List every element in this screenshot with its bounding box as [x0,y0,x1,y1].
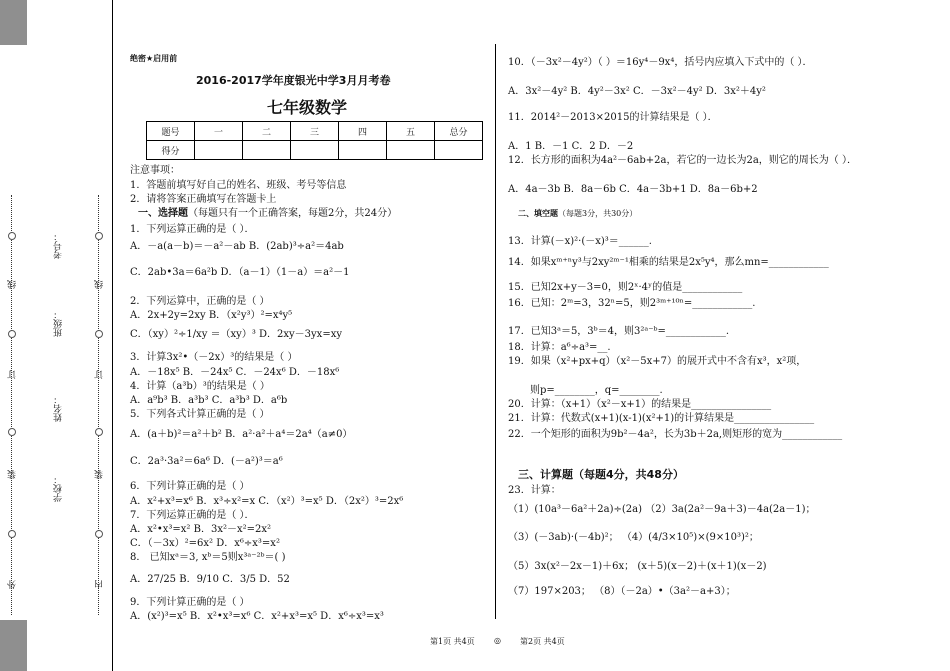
question-line: （7）197×203； （8）（－2a）•（3a²－a+3）； [508,586,736,597]
secret-mark: 绝密★启用前 [130,54,178,63]
name-label: 姓名： [54,395,64,422]
question-line: 11．2014²－2013×2015的计算结果是（ ）． [508,112,718,123]
question-line: 5．下列各式计算正确的是（ ） [130,409,270,420]
binding-hole [8,530,16,538]
question-line: A．(x²)³=x⁵ B．x²•x³=x⁶ C．x²+x³=x⁵ D．x⁶÷x³=x³ [130,611,384,622]
section3-title: 三、计算题（每题4分，共48分） [518,468,684,481]
score-table-header: 题号 [147,122,195,141]
score-table-header: 五 [387,122,435,141]
binding-hole [95,428,103,436]
exam-title: 2016-2017学年度银光中学3月月考卷 [196,74,391,87]
gutter-mark-outer: 装 [8,470,18,479]
question-line: A．4a－3b B．8a－6b C．4a－3b+1 D．8a－6b+2 [508,184,758,195]
question-line: 2．下列运算中，正确的是（ ） [130,296,270,307]
page-number-right: 第2页 共4页 [520,637,565,646]
question-line: 21．计算：代数式(x+1)(x-1)(x²+1)的计算结果是________________ [508,413,815,424]
binding-gutter [0,0,113,671]
gutter-mark-outer: 外 [8,580,18,589]
section1-desc: （每题只有一个正确答案，每题2分，共24分） [188,208,398,219]
binding-hole [8,330,16,338]
question-line: A．(a＋b)²＝a²＋b² B．a²·a²＋a⁴＝2a⁴（a≠0） [130,429,353,440]
gutter-mark-inner: 内 [95,580,105,589]
section1-title: 一、选择题 [138,208,188,219]
question-line: 则p=________，q=________. [530,385,663,396]
section2-title: 二、填空题 [518,209,558,218]
gutter-mark-inner: 装 [95,470,105,479]
notes-title: 注意事项： [130,165,180,176]
question-line: 16．已知：2ᵐ=3，32ⁿ=5，则2³ᵐ⁺¹⁰ⁿ=____________. [508,298,756,309]
gutter-mark-inner: 订 [95,370,105,379]
binding-hole [95,530,103,538]
score-row-label: 得分 [147,141,195,160]
question-line: 4．计算（a³b）³的结果是（ ） [130,381,270,392]
gutter-dotted-line-outer [11,195,12,615]
question-line: A．1 B．－1 C．2 D．－2 [508,141,634,152]
score-table-row [147,141,483,160]
gutter-mark-inner: 线 [95,280,105,289]
score-table-header: 三 [291,122,339,141]
score-cell[interactable] [387,141,435,160]
question-line: A．x²•x³=x² B．3x²－x²=2x² [130,524,272,535]
score-cell[interactable] [435,141,483,160]
question-line: C．2ab•3a＝6a²b D．（a－1）（1－a）＝a²－1 [130,267,350,278]
question-line: A．－a(a－b)＝－a²－ab B．(2ab)³÷a²＝4ab [130,241,344,252]
question-line: 12．长方形的面积为4a²－6ab+2a，若它的一边长为2a，则它的周长为（ ）． [508,155,857,166]
exam-number-label: 考号： [54,232,64,259]
gutter-dotted-line-inner [98,195,99,615]
question-line: 3．计算3x²•（－2x）³的结果是（ ） [130,352,298,363]
score-table-header: 二 [243,122,291,141]
question-line: 9．下列计算正确的是（ ） [130,597,250,608]
question-line: 8． 已知xᵃ＝3, xᵇ＝5则x³ᵃ⁻²ᵇ＝( ) [130,552,286,563]
gutter-mark-outer: 订 [8,370,18,379]
question-line: 13．计算(－x)²·(－x)³＝______. [508,236,652,247]
question-line: A．a⁹b³ B．a³b³ C．a³b³ D．a⁶b [130,395,288,406]
question-line: 10．（－3x²－4y²）（ ）＝16y⁴－9x⁴，括号内应填入下式中的（ ）． [508,57,813,68]
score-table-header: 一 [195,122,243,141]
score-table [146,121,483,160]
school-label: 学校： [54,475,64,502]
question-line: C．2a³·3a²＝6a⁶ D．(－a²)³＝a⁶ [130,456,283,467]
question-line: 23．计算： [508,485,561,496]
question-line: A．2x+2y=2xy B．（x²y³）²=x⁴y⁵ [130,310,293,321]
gutter-block-top [0,0,27,45]
question-line: 14．如果xᵐ⁺ⁿy³与2xy²ᵐ⁻¹相乘的结果是2x⁵y⁴，那么mn=____________ [508,257,829,268]
question-line: （1）(10a³－6a²＋2a)÷(2a) （2）3a(2a²－9a＋3)－4a(2a－1)； [508,504,816,515]
question-line: 7．下列运算正确的是（ ）． [130,510,255,521]
page-number-left: 第1页 共4页 [430,637,475,646]
section2-header [518,208,637,219]
question-line: A．x²+x³=x⁶ B．x³÷x²=x C．（x²）³=x⁵ D．（2x²）³=2x⁶ [130,496,404,507]
section1-header [138,204,397,219]
page-separator-icon: ◎ [494,636,501,645]
notes-item: 2．请将答案正确填写在答题卡上 [130,194,277,205]
question-line: 22．一个矩形的面积为9b²－4a²，长为3b＋2a,则矩形的宽为____________ [508,429,843,440]
page-divider [495,44,496,619]
exam-subtitle: 七年级数学 [267,98,348,117]
question-line: A．－18x⁵ B．－24x⁵ C．－24x⁶ D．－18x⁶ [130,367,340,378]
binding-hole [95,232,103,240]
question-line: 18．计算：a⁶÷a³=__. [508,342,611,353]
question-line: C．（－3x）²=6x² D．x⁶÷x³=x² [130,538,280,549]
question-line: 20．计算：（x+1）（x²－x+1）的结果是________________ [508,399,772,410]
question-line: 19．如果（x²+px+q）（x²－5x+7）的展开式中不含有x³，x²项， [508,356,807,367]
question-line: 15．已知2x+y－3=0，则2ˣ·4ʸ的值是____________ [508,282,743,293]
question-line: （5）3x(x²－2x－1)＋6x； (x＋5)(x－2)＋(x＋1)(x－2) [508,561,767,572]
score-table-header: 总分 [435,122,483,141]
score-cell[interactable] [243,141,291,160]
binding-hole [95,330,103,338]
question-line: C．（xy）²÷1/xy ＝（xy）³ D．2xy－3yx=xy [130,329,342,340]
score-table-header: 四 [339,122,387,141]
question-line: A．27/25 B．9/10 C．3/5 D．52 [130,574,290,585]
question-line: （3）(－3ab)·(－4b)²； （4）(4/3×10⁵)×(9×10³)²； [508,532,759,543]
binding-hole [8,428,16,436]
gutter-mark-outer: 线 [8,280,18,289]
question-line: 17．已知3ᵃ＝5，3ᵇ＝4，则3²ᵃ⁻ᵇ=____________. [508,326,730,337]
score-cell[interactable] [291,141,339,160]
score-cell[interactable] [195,141,243,160]
class-label: 班级： [54,310,64,337]
question-line: 6．下列计算正确的是（ ） [130,481,250,492]
notes-item: 1．答题前填写好自己的姓名、班级、考号等信息 [130,180,347,191]
score-cell[interactable] [339,141,387,160]
binding-hole [8,232,16,240]
section2-desc: （每题3分，共30分） [558,209,638,218]
score-table-header-row [147,122,483,141]
question-line: 1．下列运算正确的是（ ）． [130,224,255,235]
gutter-block-bottom [0,620,27,671]
question-line: A．3x²－4y² B．4y²－3x² C．－3x²－4y² D．3x²＋4y² [508,86,766,97]
